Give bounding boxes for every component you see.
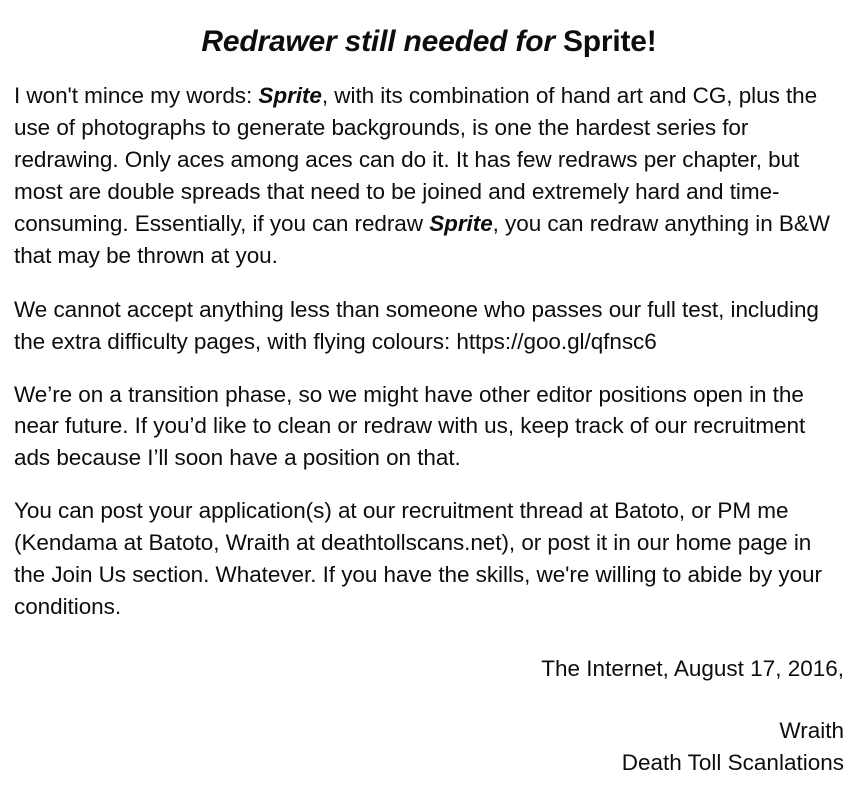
signature-name: Wraith [779, 718, 844, 743]
signature-spacer [14, 685, 844, 715]
signature-dateline: The Internet, August 17, 2016, [541, 656, 844, 682]
paragraph-transition [14, 379, 844, 475]
page-title-emphasis: Redrawer still needed for [201, 25, 563, 58]
signature-block [14, 653, 844, 779]
text-run: You can post your application(s) at our recruitment thread at Batoto, or PM me (Kendama at Batoto, Wraith at deathtollscans.net), or post it in our home page in the Join Us section. Whatever. If you have the skills, we're willing to abide by your conditions. [14, 498, 822, 620]
paragraph-apply [14, 495, 844, 623]
paragraph-requirements [14, 294, 844, 358]
text-run-emphasis: Sprite [258, 83, 322, 108]
text-run-emphasis: Sprite [429, 210, 493, 236]
page-title-subject: Sprite! [562, 25, 657, 58]
signature-group: Death Toll Scanlations [621, 749, 844, 775]
text-run: I won't mince my words: [14, 83, 259, 108]
text-run: , you can redraw anything in B&W that may be thrown at you. [14, 210, 830, 268]
text-run: , with its combination of hand art and CG, plus the use of photographs to generate backgrounds, is one the hardest series for redrawing. Only aces among aces can do it. It has few redraws per chapter, but most are double spreads that need to be joined and extremely hard and time-consuming. Essentially, if you can redraw [14, 83, 818, 236]
text-run: We cannot accept anything less than someone who passes our full test, including the extra difficulty pages, with flying colours: https://goo.gl/qfnsc6 [14, 296, 819, 354]
page-title [14, 24, 844, 60]
text-run: We’re on a transition phase, so we might have other editor positions open in the near future. If you’d like to clean or redraw with us, keep track of our recruitment ads because I’ll soon have a position on that. [14, 381, 806, 471]
paragraph-intro [14, 80, 844, 272]
